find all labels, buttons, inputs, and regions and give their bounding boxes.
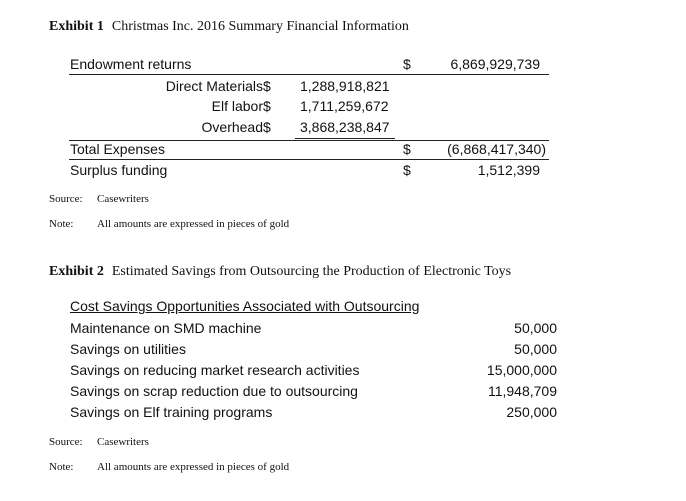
savings-item-value: 50,000: [514, 341, 557, 357]
exhibit2-source-label: Source:: [49, 436, 83, 448]
savings-item-label: Savings on scrap reduction due to outsourcing: [70, 383, 358, 399]
savings-item-value: 50,000: [514, 320, 557, 336]
endowment-label: Endowment returns: [70, 56, 192, 72]
expense-item-currency: $: [263, 78, 271, 94]
exhibit1-note-value: All amounts are expressed in pieces of gold: [97, 218, 290, 230]
expense-item-label: Overhead: [201, 119, 263, 135]
exhibit1-label: Exhibit 1: [49, 19, 104, 34]
exhibit2-label: Exhibit 2: [49, 264, 104, 279]
surplus-value: 1,512,399: [477, 162, 540, 178]
exhibit2-title-text: Estimated Savings from Outsourcing the Production of Electronic Toys: [111, 264, 512, 279]
savings-item-label: Savings on utilities: [70, 341, 186, 357]
exhibit1-note-label: Note:: [49, 218, 74, 230]
exhibit1-title-text: Christmas Inc. 2016 Summary Financial Information: [111, 19, 409, 34]
total-expenses-value: (6,868,417,340): [447, 141, 546, 157]
expense-item-value: 3,868,238,847: [300, 119, 390, 135]
total-expenses-underline: [69, 159, 549, 160]
endowment-currency: $: [403, 56, 411, 72]
expense-item-value: 1,711,259,672: [300, 98, 389, 114]
expense-item-label: Direct Materials: [165, 78, 263, 94]
expense-subtotal-line: [295, 138, 395, 139]
exhibit2-title: [49, 264, 511, 280]
expense-item-currency: $: [263, 119, 271, 135]
exhibit1-title: [49, 19, 409, 35]
expense-item-value: 1,288,918,821: [300, 78, 390, 94]
exhibit2-source-value: Casewriters: [97, 436, 149, 448]
exhibit1-source-value: Casewriters: [97, 193, 149, 205]
total-expenses-label: Total Expenses: [70, 141, 165, 157]
savings-item-label: Savings on reducing market research activities: [70, 362, 360, 378]
exhibit2-note-label: Note:: [49, 461, 74, 473]
savings-item-value: 11,948,709: [487, 383, 557, 399]
surplus-label: Surplus funding: [70, 162, 168, 178]
savings-item-label: Savings on Elf training programs: [70, 404, 273, 420]
expense-item-label: Elf labor: [211, 98, 263, 114]
exhibit1-source-label: Source:: [49, 193, 83, 205]
savings-item-value: 15,000,000: [486, 362, 557, 378]
endowment-underline: [69, 74, 549, 75]
exhibit2-note-value: All amounts are expressed in pieces of gold: [97, 461, 290, 473]
savings-item-value: 250,000: [506, 404, 557, 420]
exhibit2-table-header: Cost Savings Opportunities Associated with Outsourcing: [70, 298, 420, 314]
endowment-value: 6,869,929,739: [450, 56, 540, 72]
surplus-currency: $: [403, 162, 411, 178]
total-expenses-currency: $: [403, 141, 411, 157]
savings-item-label: Maintenance on SMD machine: [70, 320, 262, 336]
expense-item-currency: $: [263, 98, 271, 114]
